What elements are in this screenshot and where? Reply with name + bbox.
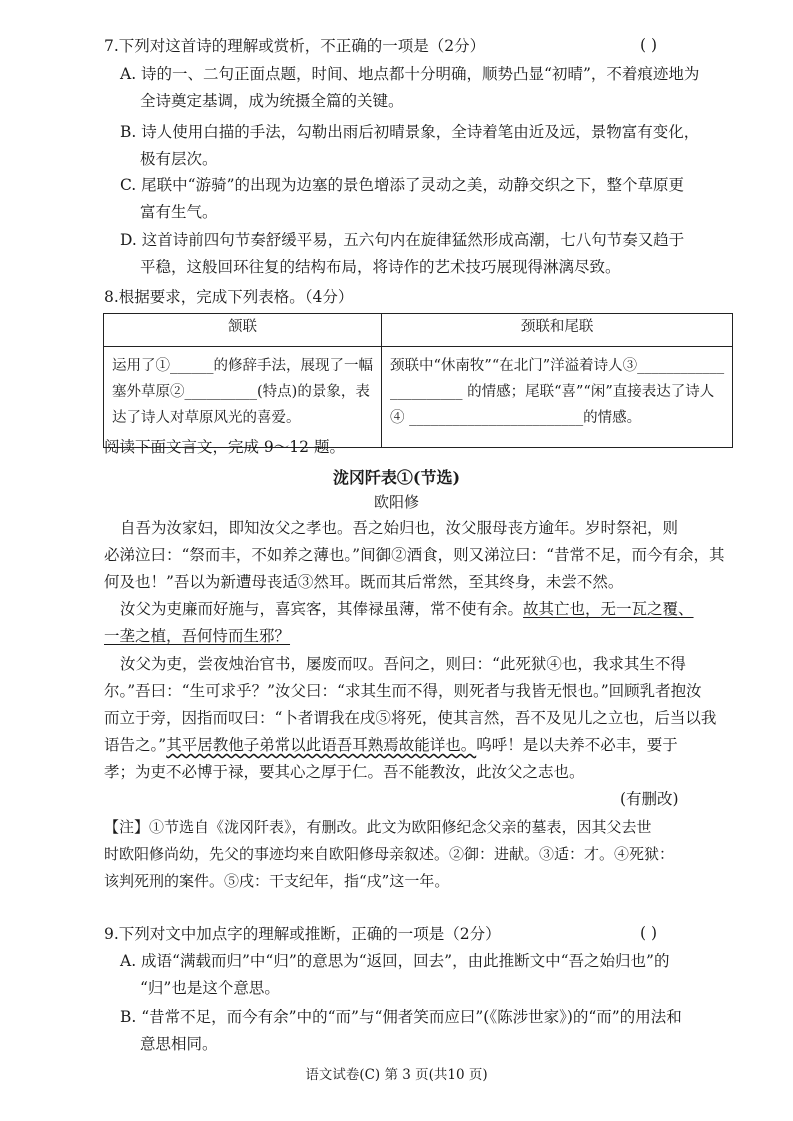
note-line3: 该判死刑的案件。⑤戌：干支纪年，指“戌”这一年。 [104, 872, 450, 890]
passage-p2-underlined-1: 故其亡也，无一瓦之覆、 [523, 600, 694, 618]
passage-p2-line2 [104, 626, 290, 646]
q7-option-c-line2: 富有生气。 [140, 203, 218, 221]
q7-option-c-line1: C. 尾联中“游骑”的出现为边塞的景色增添了灵动之美，动静交织之下，整个草原更 [120, 176, 685, 194]
passage-p2-line1 [120, 599, 694, 619]
passage-author: 欧阳修 [373, 493, 419, 511]
q8-right-line2: __________ 的情感；尾联“喜”“闲”直接表达了诗人 [390, 384, 715, 400]
passage-p3-quote-end: 语告之。” [104, 736, 167, 754]
q8-header-hanlian: 颔联 [104, 314, 382, 347]
q7-option-b-line1: B. 诗人使用白描的手法，勾勒出雨后初晴景象，全诗着笔由近及远，景物富有变化， [120, 123, 700, 141]
q8-left-line1: 运用了①______的修辞手法，展现了一幅 [112, 358, 373, 374]
passage-p3-line4-tail: 呜呼！是以夫养不必丰，要于 [476, 736, 678, 754]
passage-p3-line5: 孝；为吏不必博于禄，要其心之厚于仁。吾不能教汝，此汝父之志也。 [104, 763, 585, 781]
passage-p3-line3: 而立于旁，因指而叹曰：“卜者谓我在戌⑤将死，使其言然，吾不及见儿之立也，后当以我 [104, 709, 717, 727]
q9-option-a-line2: “归”也是这个意思。 [140, 979, 280, 997]
passage-p2-text: 汝父为吏廉而好施与，喜宾客，其俸禄虽薄，常不使有余。 [120, 600, 524, 618]
q8-right-line3: ④ ________________________的情感。 [390, 410, 642, 426]
q8-left-line3: 达了诗人对草原风光的喜爱。 [112, 410, 301, 426]
passage-p3-line2: 尔。”吾曰：“生可求乎？”汝父曰：“求其生而不得，则死者与我皆无恨也。”回顾乳者抱汝 [104, 682, 702, 700]
q8-cell-left [104, 347, 382, 448]
passage-title: 泷冈阡表①(节选) [332, 468, 461, 487]
passage-p2-underlined-2: 一垄之植，吾何恃而生邪？ [104, 627, 291, 645]
q7-option-a-line2: 全诗奠定基调，成为统摄全篇的关键。 [140, 92, 404, 110]
q8-left-line2: 塞外草原②__________(特点)的景象，表 [112, 384, 370, 400]
q9-answer-paren: ( ) [640, 924, 658, 942]
q8-header-jinglian-weilian: 颈联和尾联 [382, 314, 733, 347]
page-footer: 语文试卷(C) 第 3 页(共10 页) [305, 1067, 488, 1083]
note-line2: 时欧阳修尚幼，先父的事迹均来自欧阳修母亲叙述。②御：进献。③适：才。④死狱： [104, 845, 675, 863]
q9-option-b-line2: 意思相同。 [140, 1035, 218, 1053]
q7-option-d-line2: 平稳，这般回环往复的结构布局，将诗作的艺术技巧展现得淋漓尽致。 [140, 258, 621, 276]
q9-option-b-line1: B. “昔常不足，而今有余”中的“而”与“佣者笑而应曰”(《陈涉世家》)的“而”的用法和 [120, 1008, 682, 1026]
reading-intro: 阅读下面文言文，完成 9～12 题。 [104, 438, 345, 456]
passage-p1-line1: 自吾为汝家妇，即知汝父之孝也。吾之始归也，汝父服母丧方逾年。岁时祭祀，则 [120, 519, 679, 537]
q7-stem: 7.下列对这首诗的理解或赏析，不正确的一项是（2分） [104, 37, 486, 55]
passage-p3-wavy-underlined: 其平居教他子弟常以此语吾耳熟焉故能详也。 [166, 736, 477, 754]
q8-table [103, 313, 733, 448]
q7-option-a-line1: A. 诗的一、二句正面点题，时间、地点都十分明确，顺势凸显“初晴”，不着痕迹地为 [120, 65, 700, 83]
q9-stem: 9.下列对文中加点字的理解或推断，正确的一项是（2分） [104, 925, 501, 943]
passage-p3-line1: 汝父为吏，尝夜烛治官书，屡废而叹。吾问之，则曰：“此死狱④也，我求其生不得 [120, 655, 686, 673]
q8-cell-right [382, 347, 733, 448]
q7-option-d-line1: D. 这首诗前四句节奏舒缓平易，五六句内在旋律猛然形成高潮，七八句节奏又趋于 [120, 231, 685, 249]
passage-p3-line4 [104, 735, 678, 755]
passage-p1-line3: 何及也！”吾以为新遭母丧适③然耳。既而其后常然，至其终身，未尝不然。 [104, 573, 624, 591]
q7-option-b-line2: 极有层次。 [140, 150, 218, 168]
q9-option-a-line1: A. 成语“满载而归”中“归”的意思为“返回，回去”，由此推断文中“吾之始归也”的 [120, 952, 670, 970]
passage-p1-line2: 必涕泣曰：“祭而丰，不如养之薄也。”间御②酒食，则又涕泣曰：“昔常不足，而今有余，其 [104, 546, 725, 564]
passage-source: (有删改) [620, 790, 679, 808]
note-line1: 【注】①节选自《泷冈阡表》，有删改。此文为欧阳修纪念父亲的墓表，因其父去世 [104, 818, 652, 836]
q7-answer-paren: ( ) [640, 36, 658, 54]
q8-right-line1: 颈联中“休南牧”“在北门”洋溢着诗人③____________ [390, 358, 725, 374]
q8-stem: 8.根据要求，完成下列表格。（4分） [104, 288, 354, 306]
